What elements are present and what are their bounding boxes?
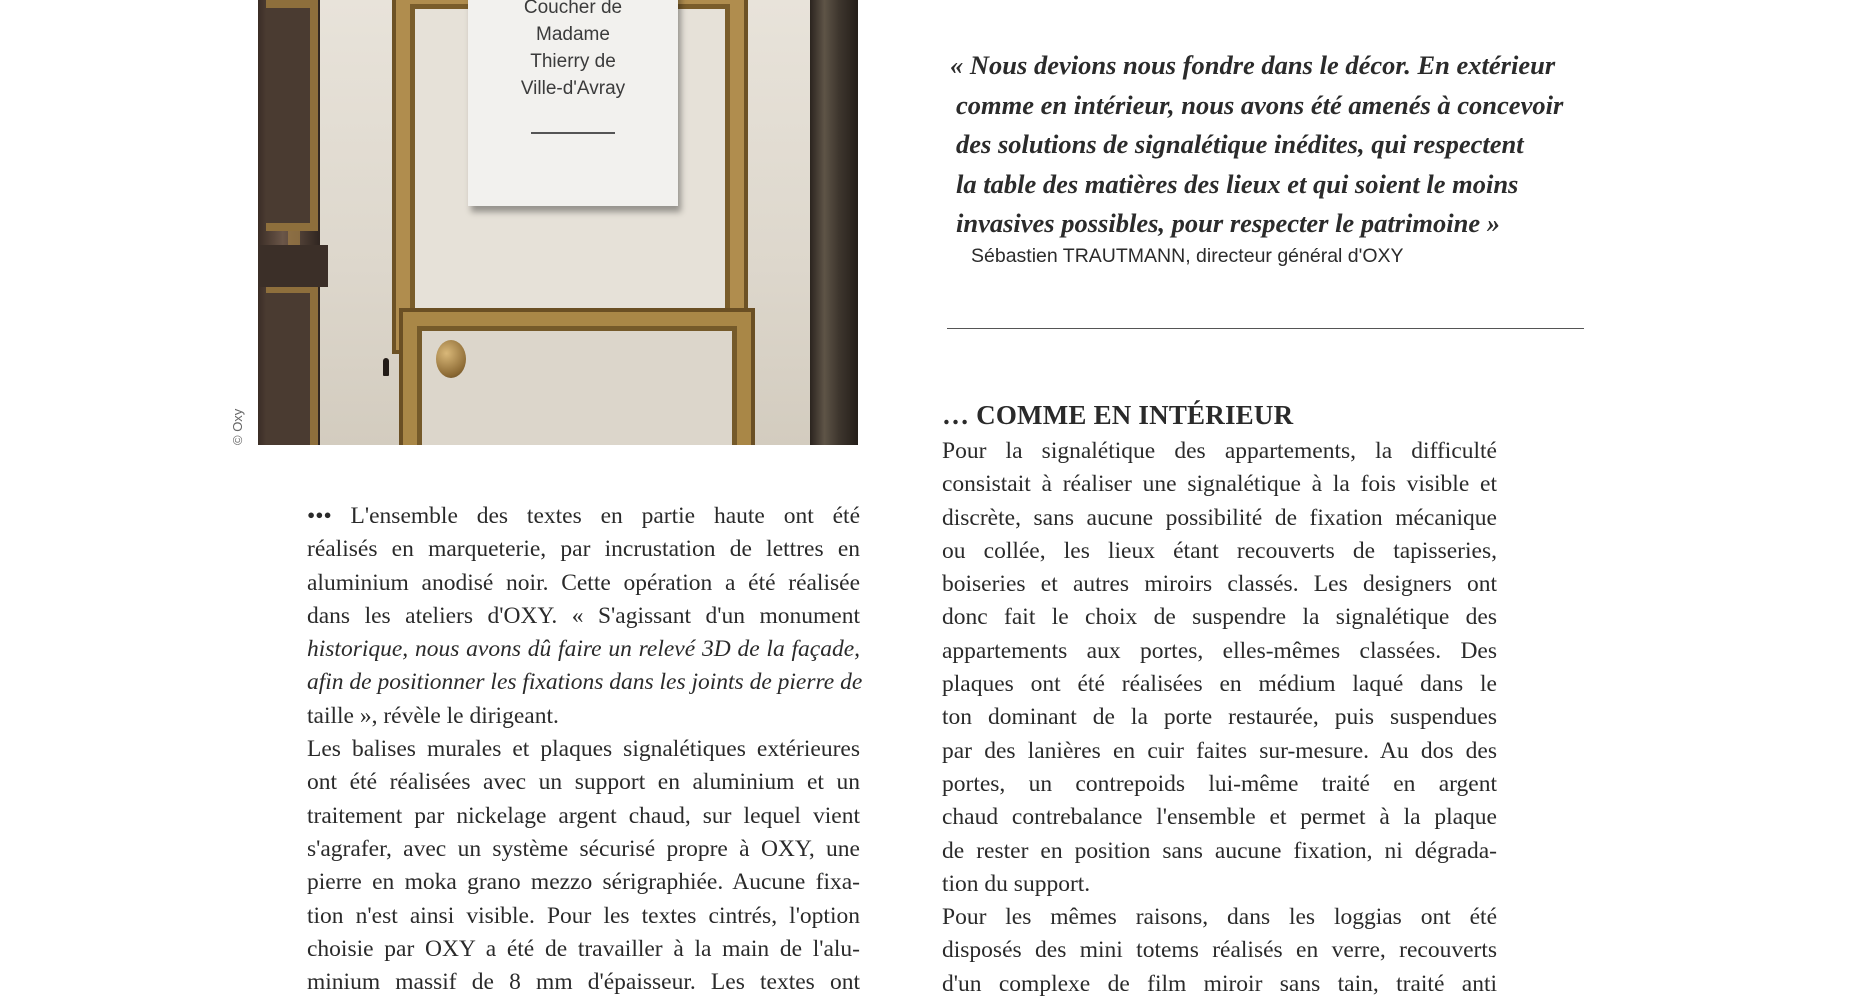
text-line: de rester en position sans aucune fixation, ni dégrada- [942, 837, 1497, 864]
text-line: ••• L'ensemble des textes en partie haute ont été [307, 503, 860, 529]
text-line: Pour les mêmes raisons, dans les loggias ont été [942, 904, 1497, 931]
keyhole-icon [383, 358, 389, 376]
text-line: tion du support. [942, 870, 1091, 897]
text-line: disposés des mini totems réalisés en verre, recouverts [942, 937, 1497, 964]
text-line: boiseries et autres miroirs classés. Les designers ont [942, 571, 1497, 598]
text-line: d'un complexe de film miroir sans tain, traité anti [942, 970, 1497, 997]
door-hinge [258, 245, 328, 287]
right-text-column [942, 435, 1497, 1001]
door-photo [258, 0, 858, 445]
text-line: Les balises murales et plaques signalétiques extérieures [307, 736, 860, 763]
quote-line: la table des matières des lieux et qui soient le moins [956, 168, 1519, 199]
side-panel-bottom [266, 285, 318, 445]
sign-line: Madame [536, 24, 610, 45]
text-line: appartements aux portes, elles-mêmes classées. Des [942, 637, 1497, 664]
door-jamb-right [810, 0, 858, 445]
sign-divider [531, 132, 615, 134]
quote-divider [947, 328, 1584, 329]
text-line: consistait à réaliser une signalétique à la fois visible et [942, 471, 1497, 498]
text-line: historique, nous avons dû faire un relevé 3D de la façade, [307, 636, 860, 663]
text-line: taille », révèle le dirigeant. [307, 702, 559, 729]
quote-line: comme en intérieur, nous avons été amenés à concevoir [956, 89, 1564, 120]
text-line: dans les ateliers d'OXY. « S'agissant d'un monument [307, 602, 860, 629]
quote-line: « Nous devions nous fondre dans le décor. En extérieur [950, 50, 1556, 80]
section-heading: … COMME EN INTÉRIEUR [942, 400, 1294, 430]
text-line: aluminium anodisé noir. Cette opération a été réalisée [307, 569, 860, 596]
side-panel-top [266, 0, 318, 231]
text-line: s'agrafer, avec un système sécurisé propre à OXY, une [307, 835, 860, 862]
text-line: Pour la signalétique des appartements, la difficulté [942, 438, 1497, 464]
text-line: ou collée, les lieux étant recouverts de tapisseries, [942, 537, 1497, 564]
gilded-molding-bottom [403, 312, 751, 445]
quote-author: Sébastien TRAUTMANN, directeur général d'OXY [971, 245, 1404, 267]
text-line: discrète, sans aucune possibilité de fixation mécanique [942, 504, 1497, 531]
text-line: chaud contrebalance l'ensemble et permet à la plaque [942, 804, 1497, 831]
text-line: choisie par OXY a été de travailler à la main de l'alu- [307, 935, 860, 962]
sign-line: Thierry de [530, 51, 616, 72]
text-line: par des lanières en cuir faites sur-mesure. Au dos des [942, 737, 1497, 764]
door-knob [436, 340, 466, 378]
text-line: minium massif de 8 mm d'épaisseur. Les textes ont [307, 969, 860, 996]
text-line: réalisés en marqueterie, par incrustation de lettres en [307, 536, 860, 563]
text-line: ont été réalisées avec un support en aluminium et un [307, 769, 860, 796]
text-line: donc fait le choix de suspendre la signalétique des [942, 604, 1497, 631]
text-line: plaques ont été réalisées en médium laqué dans le [942, 671, 1497, 698]
quote-line: des solutions de signalétique inédites, qui respectent [956, 129, 1524, 159]
text-line: afin de positionner les fixations dans les joints de pierre de [307, 669, 863, 696]
sign-line: Coucher de [523, 0, 623, 18]
text-line: portes, un contrepoids lui-même traité en argent [942, 770, 1497, 797]
pull-quote [950, 46, 1610, 244]
photo-credit: © Oxy [230, 408, 245, 445]
text-line: pierre en moka grano mezzo sérigraphiée. Aucune fixa- [307, 869, 860, 896]
left-text-column [307, 500, 863, 999]
text-line: tion n'est ainsi visible. Pour les textes cintrés, l'option [307, 902, 860, 929]
room-sign-plaque [468, 0, 678, 206]
text-line: ton dominant de la porte restaurée, puis suspendues [942, 704, 1497, 731]
quote-line: invasives possibles, pour respecter le patrimoine » [956, 208, 1500, 238]
sign-line: Ville-d'Avray [520, 78, 626, 99]
text-line: traitement par nickelage argent chaud, sur lequel vient [307, 802, 860, 829]
